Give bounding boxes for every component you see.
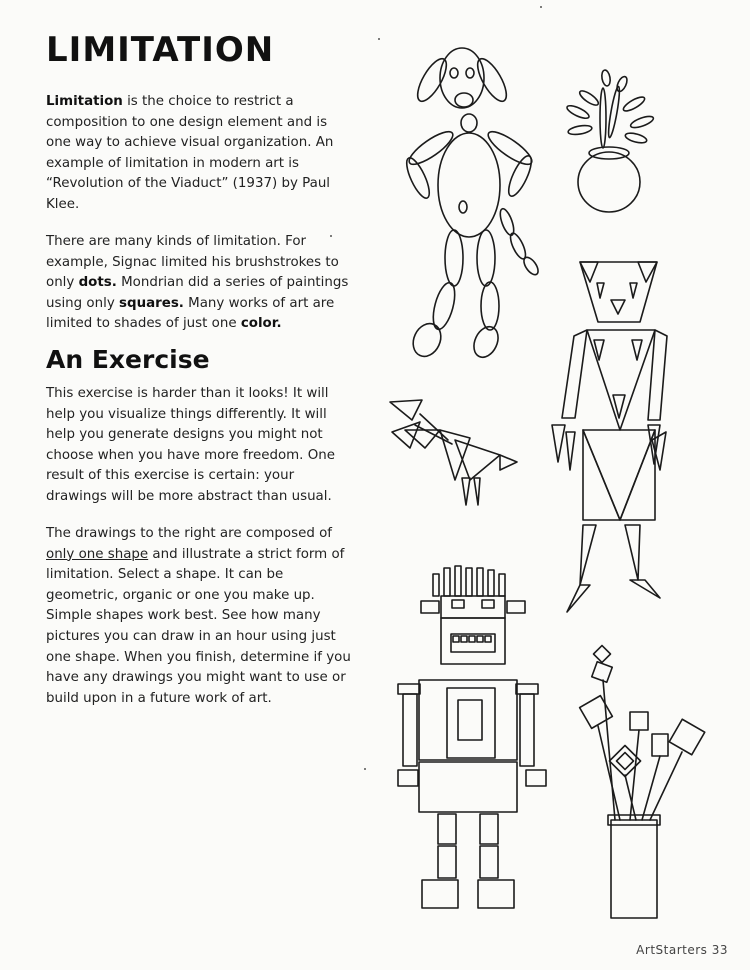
exercise-paragraph: This exercise is harder than it looks! It will help you visualize things differently. It will help you generate designs you might not choose when you have more freedom. One result of this exercise is certain: your drawings will be more abstract than usual.	[46, 386, 335, 504]
page-footer: ArtStarters 33	[636, 943, 728, 957]
rectangle-robot-illustration	[398, 566, 546, 908]
kinds-bold-dots: dots.	[78, 275, 117, 291]
oval-dog-figure-illustration	[402, 48, 540, 361]
kinds-text-1: There are many kinds of limitation. For example, Signac limited his brushstrokes to only	[46, 234, 339, 291]
scan-speck	[540, 6, 542, 8]
intro-text: is the choice to restrict a composition to one design element and is one way to achieve visual organization. An example of limitation in modern art is “Revolution of the Viaduct” (1937) by Paul Klee.	[46, 94, 334, 212]
kinds-bold-squares: squares.	[119, 295, 184, 311]
oval-potted-plant-illustration	[565, 69, 654, 212]
term-limitation: Limitation	[46, 94, 123, 109]
drawings-text-2: and illustrate a strict form of limitation. Select a shape. It can be geometric, organic or one you make up. Simple shapes work best. See how many pictures you can draw in an hour using just one shape. When you finish, determine if you have any drawings you might want to use or build upon in a future work of art.	[46, 546, 351, 706]
scan-speck	[378, 38, 380, 40]
drawings-text-1: The drawings to the right are composed of	[46, 526, 332, 541]
triangle-cat-figure-illustration	[552, 262, 667, 612]
scan-speck	[364, 768, 366, 770]
drawings-underlined: only one shape	[46, 546, 149, 562]
kinds-bold-color: color.	[240, 316, 282, 332]
scan-speck	[330, 235, 332, 237]
kinds-text-2: Mondrian did a series of paintings using only	[46, 275, 349, 311]
square-flower-vase-illustration	[580, 646, 705, 918]
page-title: LIMITATION	[46, 30, 275, 70]
exercise-heading: An Exercise	[46, 345, 210, 374]
triangle-bird-illustration	[390, 400, 517, 505]
kinds-text-3: Many works of art are limited to shades of just one	[46, 295, 335, 332]
